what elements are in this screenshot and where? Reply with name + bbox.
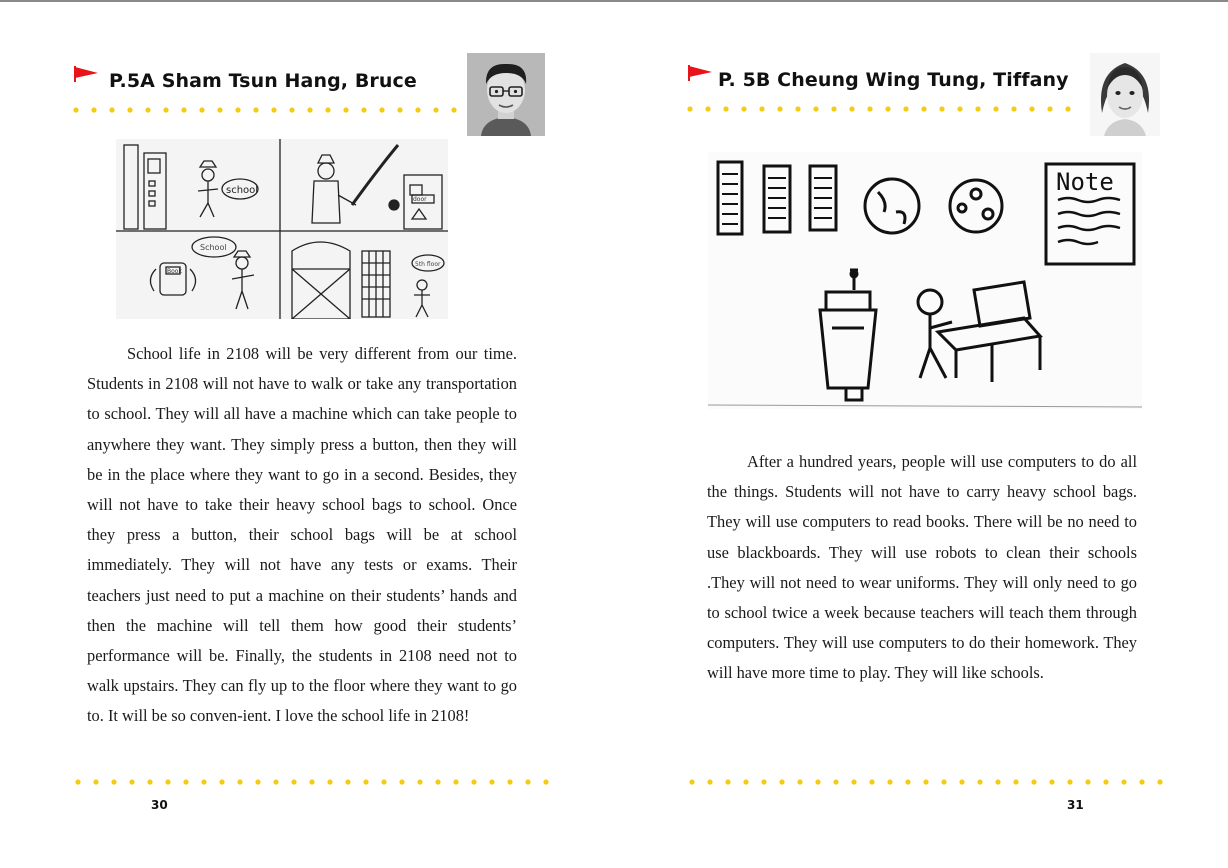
student-photo-boy xyxy=(467,53,545,136)
dotted-divider-bottom xyxy=(688,778,1166,786)
student-photo-girl xyxy=(1090,53,1160,136)
drawing-word-note: Note xyxy=(1056,168,1114,196)
red-flag-icon xyxy=(74,66,100,82)
page-number: 31 xyxy=(1067,798,1084,812)
dotted-divider-top xyxy=(72,106,472,114)
essay-paragraph: School life in 2108 will be very different from our time. Students in 2108 will not have to walk or take any transportation to school. They will all have a machine which can take people to anywhere they want. They simply press a button, then they will be in the place where they want to go in a second. Besides, they will not have to take their heavy school bags to school. Once they press a button, their school bags will be at school immediately. They will not have any tests or exams. Their teachers just need to put a machine on their students’ hands and then the machine will tell them how good their students’ performance will be. Finally, the students in 2108 need not to walk upstairs. They can fly up to the floor where they want to go to. It will be so conven-ient. I love the school life in 2108! xyxy=(87,344,517,726)
essay-body xyxy=(707,447,1137,689)
page-title: P. 5B Cheung Wing Tung, Tiffany xyxy=(718,69,1069,91)
drawing-word-book: Book xyxy=(167,268,182,275)
drawing-word-door: door xyxy=(413,196,427,203)
page-number: 30 xyxy=(151,798,168,812)
page-title: P.5A Sham Tsun Hang, Bruce xyxy=(109,70,417,92)
essay-paragraph: After a hundred years, people will use computers to do all the things. Students will not have to carry heavy school bags. They will use computers to read books. There will be no need to use blackboards. They will use robots to clean their schools .They will not need to wear uniforms. They will only need to go to school twice a week because teachers will teach them through computers. They will use computers to do their homework. They will have more time to play. They will like schools. xyxy=(707,452,1137,683)
drawing-word-floor: 5th floor xyxy=(415,261,441,268)
school-life-drawing xyxy=(116,139,448,319)
right-page xyxy=(614,0,1228,868)
red-flag-icon xyxy=(688,65,714,81)
future-school-drawing xyxy=(708,152,1142,409)
drawing-word-school-bubble: School xyxy=(200,243,227,252)
drawing-word-school: school xyxy=(226,185,259,196)
dotted-divider-bottom xyxy=(74,778,552,786)
dotted-divider-top xyxy=(686,105,1086,113)
essay-body xyxy=(87,339,517,732)
